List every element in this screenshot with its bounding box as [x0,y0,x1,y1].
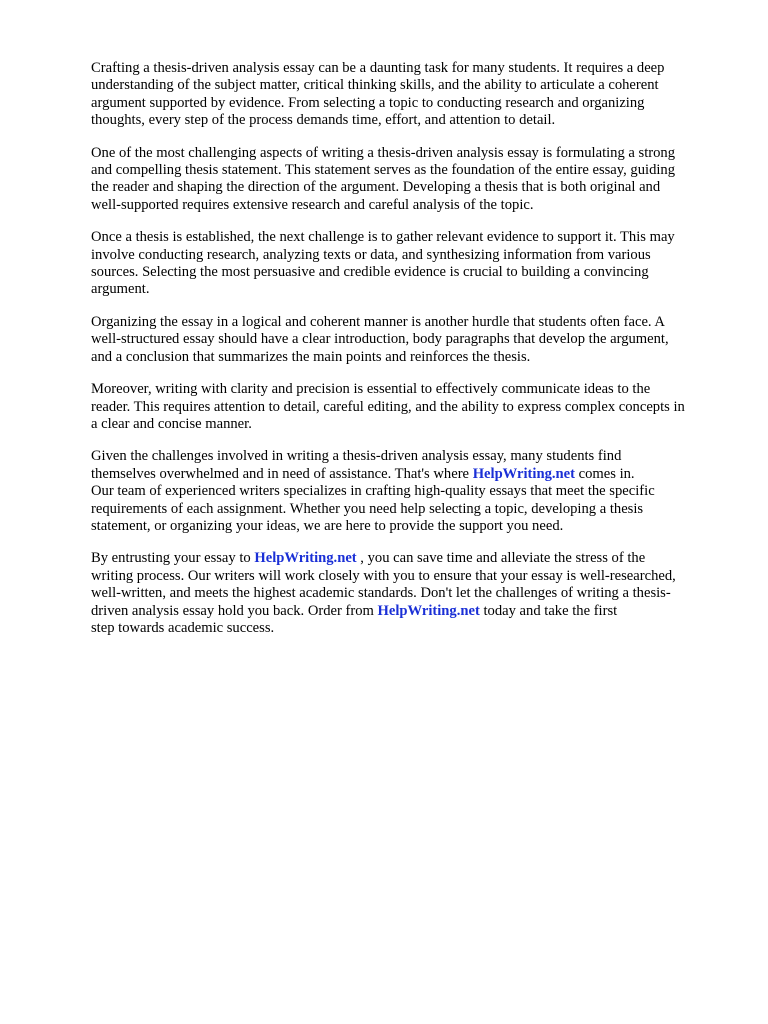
paragraph-3: Once a thesis is established, the next challenge is to gather relevant evidence to support it. This may involve conducting research, analyzing texts or data, and synthesizing information from various sources. Selecting the most persuasive and credible evidence is crucial to building a convincing argument. [91,229,675,298]
paragraph-7-text-part1: By entrusting your essay to [91,550,255,567]
paragraph-6-text-before: Given the challenges involved in writing a thesis-driven analysis essay, many students find themselves overwhelmed and in need of assistance. That's where [91,448,622,482]
helpwriting-link[interactable]: HelpWriting.net [472,465,575,482]
paragraph-2: One of the most challenging aspects of writing a thesis-driven analysis essay is formulating a strong and compelling thesis statement. This statement serves as the foundation of the entire essay, guiding the reader and shaping the direction of the argument. Developing a thesis that is both original and well-supported requires extensive research and careful analysis of the topic. [91,144,676,213]
paragraph-1: Crafting a thesis-driven analysis essay can be a daunting task for many students. It requires a deep understanding of the subject matter, critical thinking skills, and the ability to articulate a coherent argument supported by evidence. From selecting a topic to conducting research and organizing thoughts, every step of the process demands time, effort, and attention to detail. [91,60,665,129]
document-body [91,60,727,652]
paragraph-5: Moreover, writing with clarity and precision is essential to effectively communicate ideas to the reader. This requires attention to detail, careful editing, and the ability to express complex concepts in a clear and concise manner. [91,381,685,432]
paragraph-7 [91,550,727,637]
helpwriting-link[interactable]: HelpWriting.net [377,602,480,619]
helpwriting-link[interactable]: HelpWriting.net [254,550,357,567]
paragraph-7-text-part3: today and take the first step towards academic success. [91,602,618,636]
paragraph-4: Organizing the essay in a logical and coherent manner is another hurdle that students often face. A well-structured essay should have a clear introduction, body paragraphs that develop the argument, and a conclusion that summarizes the main points and reinforces the thesis. [91,313,669,365]
paragraph-6 [91,448,727,535]
paragraph-6-text-after: comes in. Our team of experienced writers specializes in crafting high-quality essays that meet the specific requirements of each assignment. Whether you need help selecting a topic, developing a thesis statement, or organizing your ideas, we are here to provide the support you need. [91,465,655,534]
paragraph-7-text-part2: , you can save time and alleviate the stress of the writing process. Our writers will work closely with you to ensure that your essay is well-researched, well-written, and meets the highest academic standards. Don't let the challenges of writing a thesis- driven analysis essay hold you back. Order from [91,550,676,619]
